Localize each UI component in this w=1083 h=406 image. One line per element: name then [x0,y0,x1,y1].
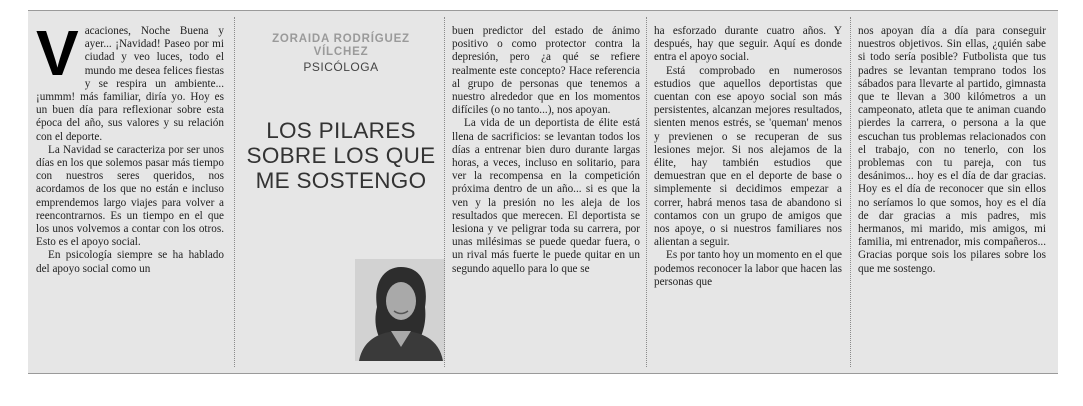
paragraph: Está comprobado en numerosos estudios que aquellos deportistas que cuentan con ese apoyo social son más persistentes, alcanzan mejores resultados, sienten menos estrés, se 'queman' menos y previenen o se recuperan de sus lesiones mejor. Si nos alejamos de la élite, hay también estudios que demuestran que en el deporte de base o simplemente si decidimos empezar a correr, habrá menos tasa de abandono si contamos con un grupo de amigos que nos apoye, o si nuestros familiares nos alientan a seguir. [654,64,842,249]
author-photo [355,259,445,361]
paragraph: nos apoyan día a día para conseguir nuestros objetivos. Sin ellas, ¿quién sabe si todo sería posible? Futbolista que tus padres se levantan temprano todos los sábados para llevarte al partido, gimnasta que te llevan a 300 kilómetros a un campeonato, atleta que te animan cuando pierdes la carrera, o persona a la que escuchan tus problemas relacionados con el trabajo, con no tenerlo, con los problemas con tu pareja, con tus desánimos... hoy es el día de dar gracias. Hoy es el día de reconocer que sin ellos no seríamos lo que somos, hoy es el día de dar gracias a mis padres, mis hermanos, mi marido, mis amigos, mi familia, mi entrenador, mis compañeros... Gracias porque sois los pilares sobre los que me sostengo. [858,25,1046,275]
paragraph: La vida de un deportista de élite está llena de sacrificios: se levantan todos los días a entrenar bien duro durante largas horas, a veces, incluso en solitario, para ver la recompensa en la competición próxima dentro de un año... si es que la ven y la presión no les aleja de los resultados que merecen. El deportista se lesiona y ve peligrar toda su carrera, por unas milésimas se puede quedar fuera, o un rival más fuerte le puede quitar en un segundo aquello para lo que se [452,117,640,275]
column-divider [234,17,235,367]
paragraph: ha esforzado durante cuatro años. Y después, hay que seguir. Aquí es donde entra el apoyo social. [654,25,842,64]
paragraph: Es por tanto hoy un momento en el que podemos reconocer la labor que hacen las personas que [654,249,842,288]
paragraph: En psicología siempre se ha hablado del apoyo social como un [36,249,224,275]
article-column-4 [858,25,1046,276]
author-name: ZORAIDA RODRÍGUEZ VÍLCHEZ [272,33,410,58]
article-column-3 [654,25,842,289]
column-divider [646,17,647,367]
column-divider [850,17,851,367]
author-role: PSICÓLOGA [303,60,379,74]
article-column-1 [36,17,224,276]
paragraph: La Navidad se caracteriza por ser unos días en los que solemos pasar más tiempo con nuestros seres queridos, nos acordamos de los que no están e incluso emprendemos largo viajes para volver a reencontrarnos. Es un tiempo en el que los unos volvemos a contar con los otros. Esto es el apoyo social. [36,143,224,249]
newspaper-clipping [28,10,1058,374]
column-divider [444,17,445,367]
drop-cap: V [36,17,79,89]
headline: LOS PILARES SOBRE LOS QUE ME SOSTENGO [246,118,436,194]
article-column-2 [452,25,640,276]
byline [246,33,436,74]
paragraph: acaciones, Noche Buena y ayer... ¡Navidad! Paseo por mi ciudad y veo luces, todo el mundo me desea felices fiestas y se respira un ambiente... ¡ummm! más familiar, diría yo. Hoy es un buen día para reflexionar sobre esta época del año, sus valores y su relación con el deporte. [36,25,224,143]
paragraph: buen predictor del estado de ánimo positivo o como protector contra la depresión, pero ¿a qué se refiere realmente este concepto? Hace referencia al grupo de personas que tenemos a nuestro alrededor que en los momentos difíciles (o no tanto...), nos apoyan. [452,25,640,117]
